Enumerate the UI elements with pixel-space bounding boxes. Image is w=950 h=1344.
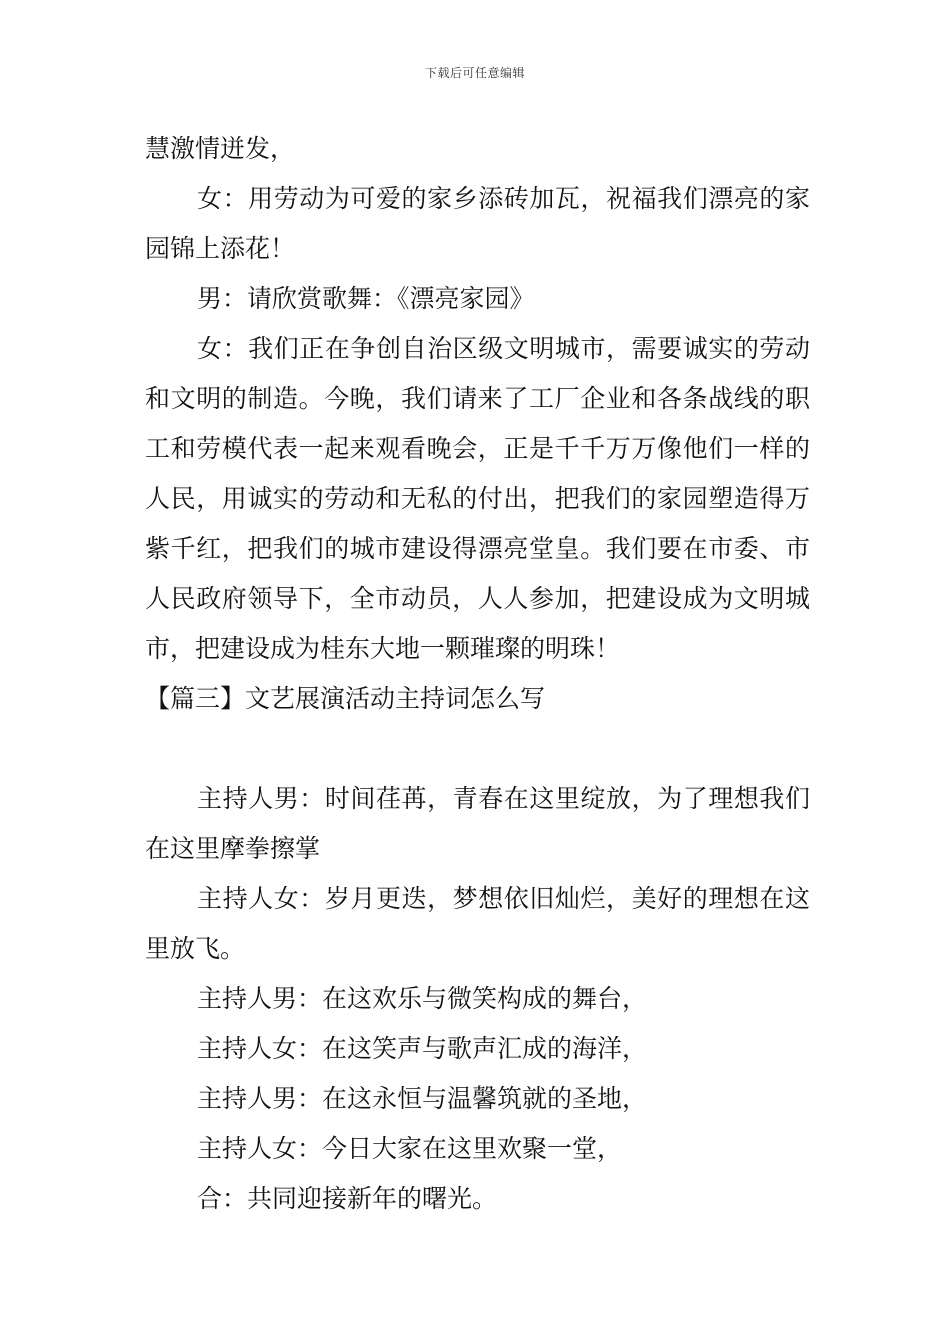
paragraph-1: 慧激情迸发， bbox=[145, 134, 296, 163]
paragraph-9: 主持人女：在这笑声与歌声汇成的海洋， bbox=[197, 1034, 648, 1063]
paragraph-12: 合：共同迎接新年的曙光。 bbox=[197, 1184, 498, 1213]
section-heading: 【篇三】文艺展演活动主持词怎么写 bbox=[145, 684, 546, 713]
paragraph-4: 女：我们正在争创自治区级文明城市，需要诚实的劳动和文明的制造。今晚，我们请来了工厂企业和各条战线的职工和劳模代表一起来观看晚会，正是千千万万像他们一样的人民，用诚实的劳动和无私的付出，把我们的家园塑造得万紫千红，把我们的城市建设得漂亮堂皇。我们要在市委、市人民政府领导下，全市动员，人人参加，把建设成为文明城市，把建设成为桂东大地一颗璀璨的明珠！ bbox=[145, 334, 810, 663]
paragraph-2: 女：用劳动为可爱的家乡添砖加瓦，祝福我们漂亮的家园锦上添花！ bbox=[145, 184, 810, 263]
paragraph-10: 主持人男：在这永恒与温馨筑就的圣地， bbox=[197, 1084, 648, 1113]
paragraph-8: 主持人男：在这欢乐与微笑构成的舞台， bbox=[197, 984, 648, 1013]
page-header: 下载后可任意编辑 bbox=[424, 66, 525, 80]
paragraph-6: 主持人男：时间荏苒，青春在这里绽放，为了理想我们在这里摩拳擦掌 bbox=[145, 784, 810, 863]
section-spacer bbox=[145, 724, 810, 774]
paragraph-7: 主持人女：岁月更迭，梦想依旧灿烂，美好的理想在这里放飞。 bbox=[145, 884, 810, 963]
paragraph-3: 男：请欣赏歌舞：《漂亮家园》 bbox=[197, 284, 535, 313]
paragraph-11: 主持人女：今日大家在这里欢聚一堂， bbox=[197, 1134, 623, 1163]
document-body bbox=[145, 124, 810, 1224]
